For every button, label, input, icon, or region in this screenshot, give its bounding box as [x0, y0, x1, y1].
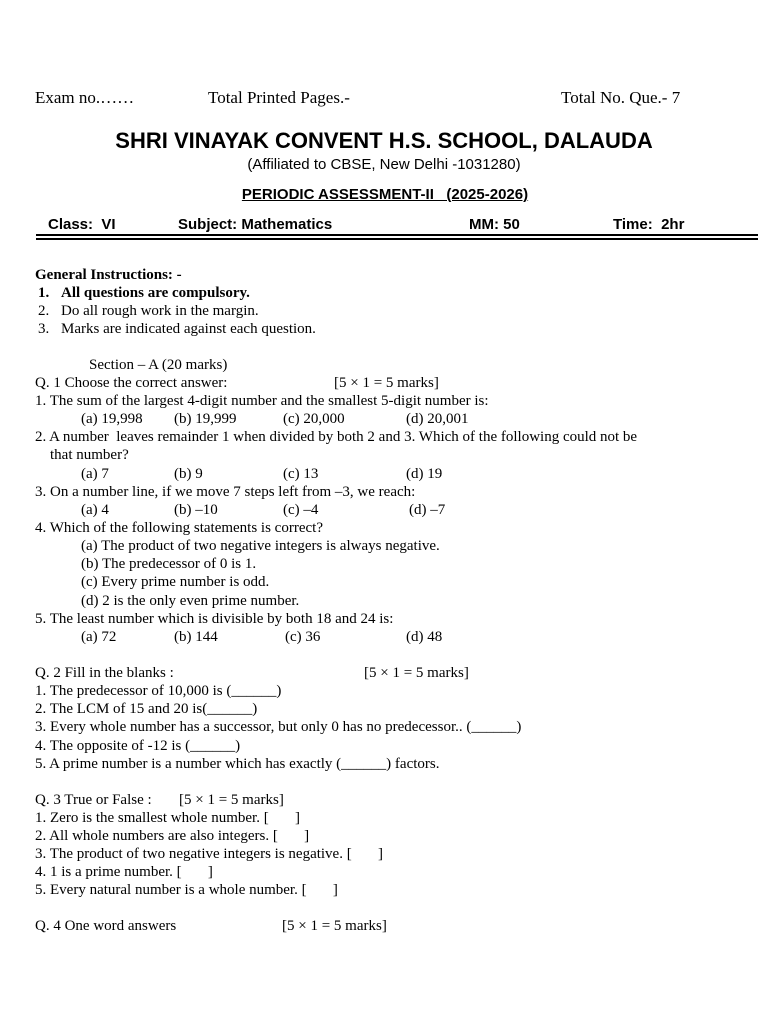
question-marks: [5 × 1 = 5 marks]: [364, 665, 469, 681]
question-title: Q. 4 One word answers: [35, 918, 177, 934]
option: (d) 48: [406, 629, 443, 645]
instructions-heading: General Instructions: -: [35, 267, 182, 283]
option: (a) 19,998: [81, 411, 143, 427]
question-item-continued: that number?: [50, 447, 129, 463]
subject-label: Subject: Mathematics: [178, 216, 333, 233]
option: (d) 2 is the only even prime number.: [81, 593, 300, 609]
fill-blank-item: 2. The LCM of 15 and 20 is(______): [35, 701, 258, 717]
divider-line: [36, 238, 758, 240]
instruction-number: 1.: [38, 285, 50, 301]
question-marks: [5 × 1 = 5 marks]: [282, 918, 387, 934]
fill-blank-item: 3. Every whole number has a successor, but only 0 has no predecessor.. (______): [35, 719, 522, 735]
instruction-number: 2.: [38, 303, 50, 319]
option: (c) –4: [283, 502, 319, 518]
true-false-item: 5. Every natural number is a whole number. [ ]: [35, 882, 338, 898]
question-marks: [5 × 1 = 5 marks]: [334, 375, 439, 391]
option: (c) Every prime number is odd.: [81, 574, 270, 590]
true-false-item: 4. 1 is a prime number. [ ]: [35, 864, 213, 880]
option: (a) 4: [81, 502, 109, 518]
question-item: 2. A number leaves remainder 1 when divided by both 2 and 3. Which of the following could not be: [35, 429, 638, 445]
max-marks-label: MM: 50: [469, 216, 520, 233]
fill-blank-item: 1. The predecessor of 10,000 is (______): [35, 683, 282, 699]
question-title: Q. 1 Choose the correct answer:: [35, 375, 228, 391]
affiliation: (Affiliated to CBSE, New Delhi -1031280): [247, 156, 521, 173]
question-title: Q. 2 Fill in the blanks :: [35, 665, 174, 681]
option: (b) 144: [174, 629, 218, 645]
option: (b) –10: [174, 502, 218, 518]
school-name: SHRI VINAYAK CONVENT H.S. SCHOOL, DALAUDA: [115, 128, 653, 153]
question-item: 1. The sum of the largest 4-digit number and the smallest 5-digit number is:: [35, 393, 489, 409]
option: (d) 20,001: [406, 411, 469, 427]
option: (b) 9: [174, 466, 203, 482]
assessment-title: PERIODIC ASSESSMENT-II (2025-2026): [241, 186, 529, 203]
option: (b) The predecessor of 0 is 1.: [81, 556, 257, 572]
option: (d) 19: [406, 466, 443, 482]
fill-blank-item: 5. A prime number is a number which has exactly (______) factors.: [35, 756, 440, 772]
class-label: Class: VI: [48, 216, 116, 233]
question-marks: [5 × 1 = 5 marks]: [179, 792, 284, 808]
section-heading: Section – A (20 marks): [89, 357, 228, 373]
exam-number: Exam no.……: [35, 88, 135, 107]
instruction-number: 3.: [38, 321, 50, 337]
option: (d) –7: [409, 502, 446, 518]
instruction-item: Marks are indicated against each question.: [61, 321, 316, 337]
option: (c) 13: [283, 466, 319, 482]
option: (c) 20,000: [283, 411, 345, 427]
option: (a) 7: [81, 466, 109, 482]
true-false-item: 1. Zero is the smallest whole number. [ ]: [35, 810, 300, 826]
total-printed-pages: Total Printed Pages.-: [208, 88, 350, 107]
instruction-item: All questions are compulsory.: [61, 285, 250, 301]
total-questions: Total No. Que.- 7: [561, 88, 681, 107]
fill-blank-item: 4. The opposite of -12 is (______): [35, 738, 241, 754]
question-item: 5. The least number which is divisible by both 18 and 24 is:: [35, 611, 394, 627]
divider-line: [36, 234, 758, 236]
time-label: Time: 2hr: [613, 216, 685, 233]
true-false-item: 3. The product of two negative integers is negative. [ ]: [35, 846, 383, 862]
true-false-item: 2. All whole numbers are also integers. [ ]: [35, 828, 310, 844]
instruction-item: Do all rough work in the margin.: [61, 303, 259, 319]
option: (b) 19,999: [174, 411, 237, 427]
question-item: 3. On a number line, if we move 7 steps left from –3, we reach:: [35, 484, 416, 500]
question-title: Q. 3 True or False :: [35, 792, 152, 808]
option: (a) The product of two negative integers is always negative.: [81, 538, 440, 554]
option: (c) 36: [285, 629, 321, 645]
question-item: 4. Which of the following statements is correct?: [35, 520, 323, 536]
option: (a) 72: [81, 629, 117, 645]
